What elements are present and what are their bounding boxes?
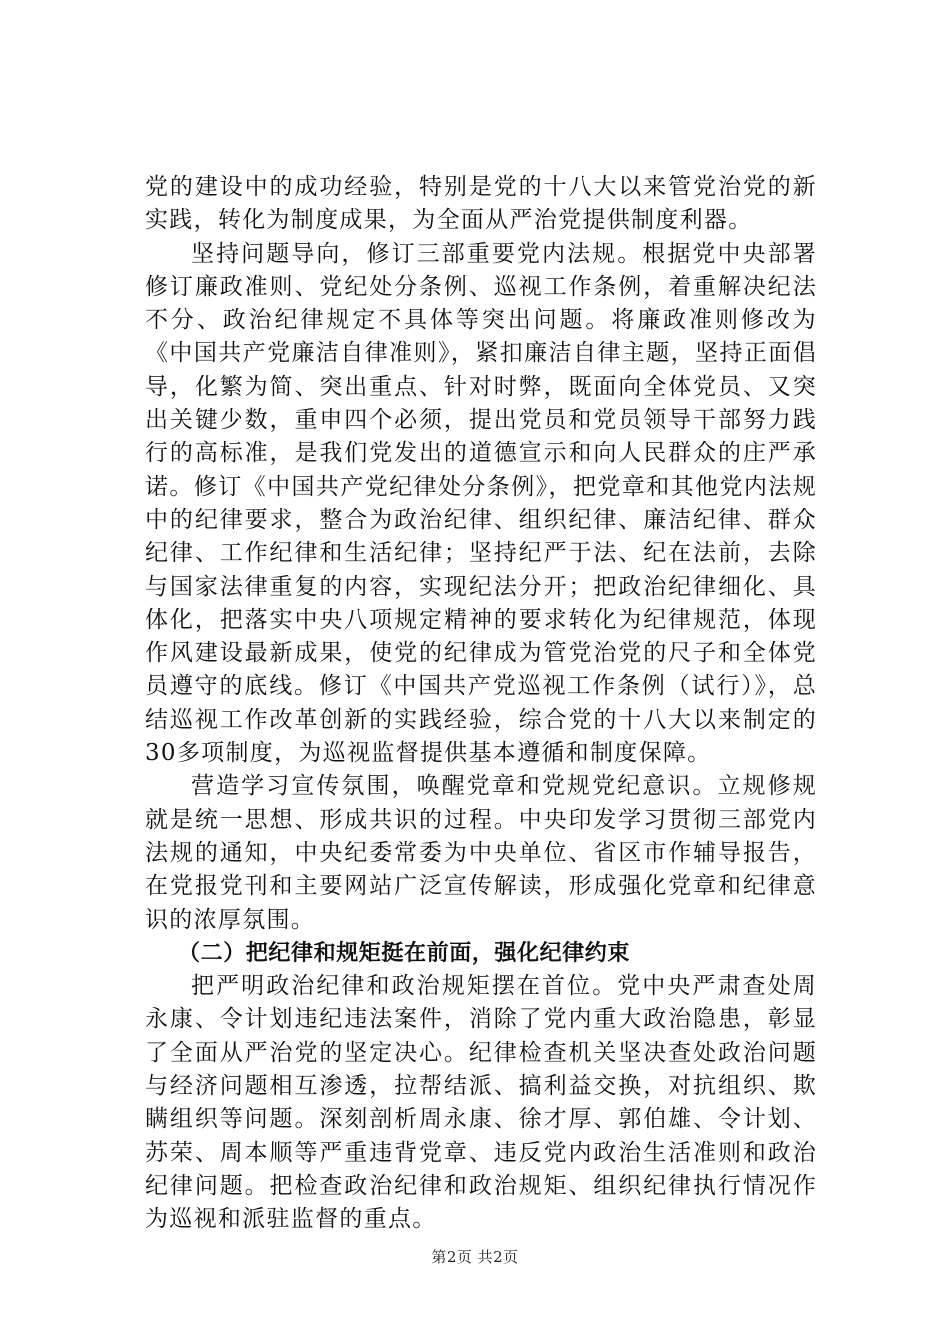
page-footer: 第2页 共2页 xyxy=(431,1248,519,1266)
document-body xyxy=(145,171,817,1237)
paragraph-continuation: 党的建设中的成功经验，特别是党的十八大以来管党治党的新实践，转化为制度成果，为全面从严治党提供制度利器。 xyxy=(145,174,817,234)
paragraph-political-discipline: 把严明政治纪律和政治规矩摆在首位。党中央严肃查处周永康、令计划违纪违法案件，消除了党内重大政治隐患，彰显了全面从严治党的坚定决心。纪律检查机关坚决查处政治问题与经济问题相互渗透，拉帮结派、搞利益交换，对抗组织、欺瞒组织等问题。深刻剖析周永康、徐才厚、郭伯雄、令计划、苏荣、周本顺等严重违背党章、违反党内政治生活准则和政治纪律问题。把检查政治纪律和政治规矩、组织纪律执行情况作为巡视和派驻监督的重点。 xyxy=(145,973,817,1233)
paragraph-revise-regulations: 坚持问题导向，修订三部重要党内法规。根据党中央部署修订廉政准则、党纪处分条例、巡视工作条例，着重解决纪法不分、政治纪律规定不具体等突出问题。将廉政准则修改为《中国共产党廉洁自律准则》，紧扣廉洁自律主题，坚持正面倡导，化繁为简、突出重点、针对时弊，既面向全体党员、又突出关键少数，重申四个必须，提出党员和党员领导干部努力践行的高标准，是我们党发出的道德宣示和向人民群众的庄严承诺。修订《中国共产党纪律处分条例》，把党章和其他党内法规中的纪律要求，整合为政治纪律、组织纪律、廉洁纪律、群众纪律、工作纪律和生活纪律；坚持纪严于法、纪在法前，去除与国家法律重复的内容，实现纪法分开；把政治纪律细化、具体化，把落实中央八项规定精神的要求转化为纪律规范，体现作风建设最新成果，使党的纪律成为管党治党的尺子和全体党员遵守的底线。修订《中国共产党巡视工作条例（试行）》，总结巡视工作改革创新的实践经验，综合党的十八大以来制定的30多项制度，为巡视监督提供基本遵循和制度保障。 xyxy=(145,240,817,767)
section-heading: （二）把纪律和规矩挺在前面，强化纪律约束 xyxy=(178,940,631,966)
paragraph-study-publicity: 营造学习宣传氛围，唤醒党章和党规党纪意识。立规修规就是统一思想、形成共识的过程。中央印发学习贯彻三部党内法规的通知，中央纪委常委为中央单位、省区市作辅导报告，在党报党刊和主要网站广泛宣传解读，形成强化党章和纪律意识的浓厚氛围。 xyxy=(145,773,817,933)
